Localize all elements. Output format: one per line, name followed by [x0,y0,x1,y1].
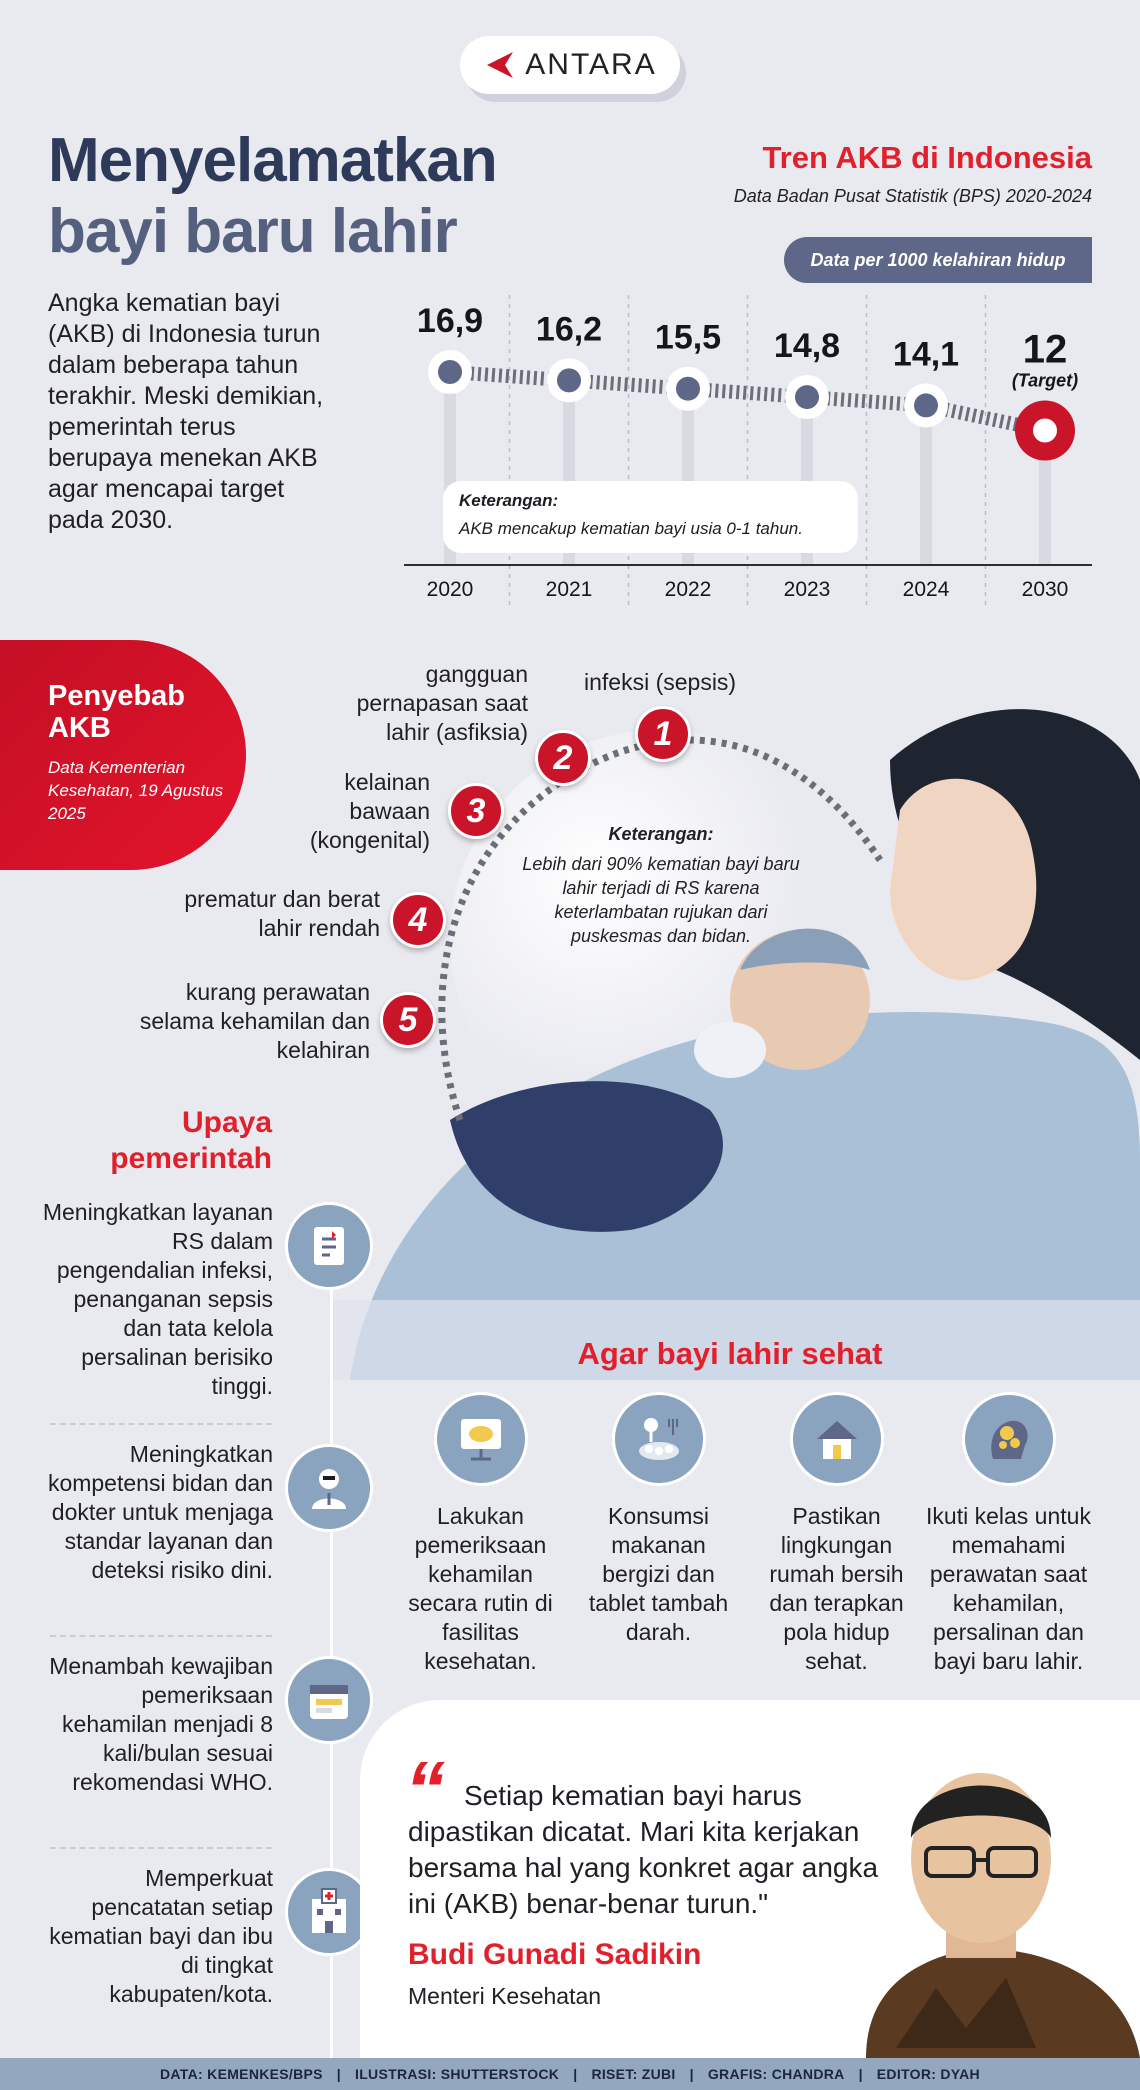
data-point [438,360,462,384]
data-label: 14,8 [773,327,841,366]
x-tick-label: 2021 [545,578,593,601]
quote-author-name: Budi Gunadi Sadikin [408,1938,702,1971]
cause-badge-4: 4 [390,892,446,948]
trend-note [443,481,858,553]
data-point [557,368,581,392]
value-stem [920,405,932,565]
cause-badge-5: 5 [380,992,436,1048]
x-tick-label: 2030 [1021,578,1069,601]
data-label: 14,1 [892,335,960,374]
ultrasound-icon [434,1392,528,1486]
sehat-item-4 [926,1392,1091,1676]
cause-badge-2: 2 [535,730,591,786]
page-title-line1: Menyelamatkan [48,126,497,195]
cause-badge-1: 1 [635,706,691,762]
page-title-line2: bayi baru lahir [48,197,457,266]
credit-separator: | [858,2066,863,2082]
upaya-separator [50,1847,272,1849]
quote-text: Setiap kematian bayi harus dipastikan dicatat. Mari kita kerjakan bersama hal yang konkret agar angka ini (AKB) benar-benar turun." [408,1780,879,1919]
upaya-separator [50,1423,272,1425]
sehat-item-2-text: Konsumsi makanan bergizi dan tablet tambah darah. [588,1503,729,1645]
x-tick-label: 2023 [783,578,831,601]
credit-separator: | [689,2066,694,2082]
cause-label-3: kelainan bawaan (kongenital) [309,769,430,853]
quote-mark: “ [405,1745,445,1834]
data-label: 16,9 [416,302,484,340]
credit-data: DATA: KEMENKES/BPS [160,2066,323,2082]
sehat-item-2 [576,1392,741,1647]
sehat-item-1 [398,1392,563,1676]
data-label: 16,2 [535,310,603,349]
doctor-icon [285,1444,373,1532]
upaya-separator [50,1635,272,1637]
causes-note [520,822,802,948]
data-label: 15,5 [654,318,722,357]
meal-icon [612,1392,706,1486]
sehat-title: Agar bayi lahir sehat [577,1336,883,1371]
trend-note-text: AKB mencakup kematian bayi usia 0-1 tahun. [459,519,803,538]
house-icon [790,1392,884,1486]
credit-editor: EDITOR: DYAH [876,2066,980,2082]
quote-author-role: Menteri Kesehatan [408,1983,602,2009]
target-point [1033,419,1057,443]
upaya-item-3: Menambah kewajiban pemeriksaan kehamilan menjadi 8 kali/bulan sesuai rekomendasi WHO. [49,1653,273,1795]
brain-gears-icon [962,1392,1056,1486]
sehat-item-1-text: Lakukan pemeriksaan kehamilan secara rutin di fasilitas kesehatan. [408,1503,553,1674]
cause-label-2: gangguan pernapasan saat lahir (asfiksia) [356,661,528,745]
intro-paragraph: Angka kematian bayi (AKB) di Indonesia turun dalam beberapa tahun terakhir. Meski demikian, pemerintah terus berupaya menekan AKB agar mencapai target pada 2030. [48,289,324,534]
trend-title: Tren AKB di Indonesia [762,140,1092,175]
cause-badge-3: 3 [448,783,504,839]
credit-illustration: ILUSTRASI: SHUTTERSTOCK [355,2066,560,2082]
cause-label-4: prematur dan berat lahir rendah [184,886,380,941]
upaya-item-2: Meningkatkan kompetensi bidan dan dokter untuk menjaga standar layanan dan deteksi risiko dini. [47,1441,273,1583]
sehat-item-3 [754,1392,919,1676]
upaya-item-1: Meningkatkan layanan RS dalam pengendalian infeksi, penanganan sepsis dan tata kelola persalinan berisiko tinggi. [42,1199,273,1399]
credits-footer [0,2058,1140,2090]
credit-separator: | [573,2066,578,2082]
trend-note-title: Keterangan: [459,491,559,510]
cause-label-1: infeksi (sepsis) [584,669,737,695]
unit-badge: Data per 1000 kelahiran hidup [784,237,1092,283]
medical-record-icon [285,1202,373,1290]
sehat-item-3-text: Pastikan lingkungan rumah bersih dan terapkan pola hidup sehat. [769,1503,904,1674]
causes-note-text: Lebih dari 90% kematian bayi baru lahir terjadi di RS karena keterlambatan rujukan dari puskesmas dan bidan. [522,854,800,946]
causes-note-title: Keterangan: [608,824,714,844]
x-tick-label: 2022 [664,578,712,601]
target-label: (Target) [1011,370,1079,391]
upaya-item-4: Memperkuat pencatatan setiap kematian bayi dan ibu di tingkat kabupaten/kota. [49,1865,273,2007]
credit-graphics: GRAFIS: CHANDRA [707,2066,845,2082]
logo-text: ANTARA [525,48,657,81]
x-tick-label: 2024 [902,578,950,601]
data-point [914,393,938,417]
causes-panel [0,640,246,870]
calendar-icon [285,1656,373,1744]
causes-title: Penyebab AKB [48,680,185,744]
sehat-item-4-text: Ikuti kelas untuk memahami perawatan saat kehamilan, persalinan dan bayi baru lahir. [926,1503,1091,1674]
data-point [676,377,700,401]
upaya-title: Upaya pemerintah [110,1106,272,1175]
cause-label-5: kurang perawatan selama kehamilan dan kelahiran [139,979,370,1063]
x-tick-label: 2020 [426,578,474,601]
trend-source: Data Badan Pusat Statistik (BPS) 2020-2024 [733,186,1092,206]
data-label: 12 [1022,327,1068,372]
data-point [795,385,819,409]
credit-research: RISET: ZUBI [591,2066,676,2082]
credit-separator: | [336,2066,342,2082]
causes-source: Data Kementerian Kesehatan, 19 Agustus 2025 [48,758,224,823]
